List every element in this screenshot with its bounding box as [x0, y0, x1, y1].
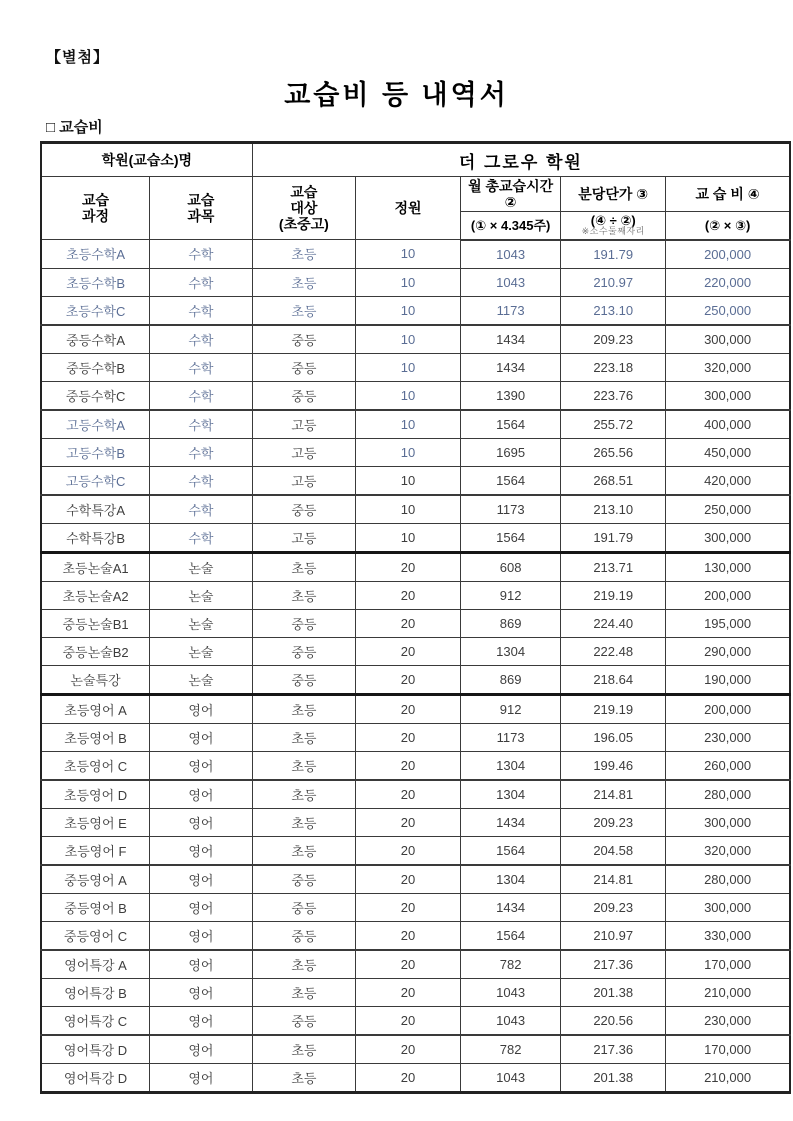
- table-row: [41, 694, 790, 723]
- cell-rate: 223.76: [561, 381, 666, 410]
- cell-capacity: 20: [356, 1006, 461, 1035]
- cell-capacity: 10: [356, 495, 461, 524]
- cell-fee: 250,000: [666, 495, 790, 524]
- cell-subject: 영어: [150, 893, 253, 921]
- cell-course: 초등영어 C: [41, 751, 150, 780]
- cell-subject: 영어: [150, 865, 253, 894]
- cell-target: 중등: [252, 353, 355, 381]
- cell-fee: 450,000: [666, 438, 790, 466]
- cell-capacity: 10: [356, 523, 461, 552]
- table-row: [41, 921, 790, 950]
- cell-course: 영어특강 B: [41, 978, 150, 1006]
- cell-rate: 204.58: [561, 836, 666, 865]
- cell-rate: 214.81: [561, 780, 666, 809]
- cell-subject: 영어: [150, 723, 253, 751]
- cell-hours: 1434: [460, 893, 560, 921]
- cell-target: 중등: [252, 609, 355, 637]
- cell-course: 중등수학B: [41, 353, 150, 381]
- cell-hours: 869: [460, 609, 560, 637]
- cell-capacity: 20: [356, 836, 461, 865]
- cell-course: 논술특강: [41, 665, 150, 694]
- cell-hours: 1434: [460, 325, 560, 354]
- cell-rate: 268.51: [561, 466, 666, 495]
- attachment-label: 【별첨】: [46, 49, 109, 66]
- cell-hours: 1043: [460, 240, 560, 269]
- cell-capacity: 20: [356, 751, 461, 780]
- cell-rate: 219.19: [561, 694, 666, 723]
- col-header-hours-line1: 월 총교습시간: [468, 178, 554, 195]
- cell-hours: 782: [460, 1035, 560, 1064]
- cell-target: 초등: [252, 581, 355, 609]
- table-row: [41, 1006, 790, 1035]
- col-formula-rate: [561, 212, 666, 240]
- col-header-target: [252, 177, 355, 240]
- cell-subject: 수학: [150, 466, 253, 495]
- cell-subject: 논술: [150, 665, 253, 694]
- cell-course: 중등수학A: [41, 325, 150, 354]
- cell-subject: 논술: [150, 552, 253, 581]
- cell-course: 영어특강 D: [41, 1035, 150, 1064]
- cell-capacity: 10: [356, 325, 461, 354]
- cell-subject: 논술: [150, 581, 253, 609]
- cell-rate: 191.79: [561, 240, 666, 269]
- cell-fee: 320,000: [666, 836, 790, 865]
- cell-rate: 223.18: [561, 353, 666, 381]
- cell-rate: 224.40: [561, 609, 666, 637]
- cell-course: 초등영어 A: [41, 694, 150, 723]
- cell-capacity: 20: [356, 950, 461, 979]
- col-header-fee: 교 습 비 ④: [666, 177, 790, 212]
- col-header-hours: [460, 177, 560, 212]
- cell-course: 초등수학C: [41, 296, 150, 325]
- cell-fee: 300,000: [666, 808, 790, 836]
- table-row: [41, 1035, 790, 1064]
- cell-course: 초등논술A2: [41, 581, 150, 609]
- cell-fee: 210,000: [666, 1063, 790, 1092]
- cell-rate: 199.46: [561, 751, 666, 780]
- cell-hours: 1043: [460, 1006, 560, 1035]
- cell-capacity: 20: [356, 780, 461, 809]
- academy-label-cell: 학원(교습소)명: [41, 143, 252, 177]
- table-row: [41, 552, 790, 581]
- col-formula-rate-text: (④ ÷ ②): [590, 212, 636, 228]
- cell-target: 고등: [252, 438, 355, 466]
- cell-target: 중등: [252, 637, 355, 665]
- cell-subject: 논술: [150, 637, 253, 665]
- table-row: [41, 865, 790, 894]
- table-row: [41, 581, 790, 609]
- cell-target: 초등: [252, 836, 355, 865]
- cell-subject: 수학: [150, 495, 253, 524]
- cell-fee: 210,000: [666, 978, 790, 1006]
- cell-subject: 영어: [150, 1035, 253, 1064]
- cell-rate: 217.36: [561, 1035, 666, 1064]
- cell-subject: 논술: [150, 609, 253, 637]
- cell-course: 초등영어 D: [41, 780, 150, 809]
- col-header-hours-line2: ②: [504, 194, 517, 211]
- cell-fee: 300,000: [666, 325, 790, 354]
- table-row: [41, 665, 790, 694]
- cell-subject: 영어: [150, 780, 253, 809]
- cell-hours: 782: [460, 950, 560, 979]
- cell-course: 중등논술B2: [41, 637, 150, 665]
- table-row: [41, 438, 790, 466]
- cell-capacity: 20: [356, 893, 461, 921]
- cell-target: 초등: [252, 268, 355, 296]
- cell-rate: 265.56: [561, 438, 666, 466]
- cell-hours: 1564: [460, 523, 560, 552]
- cell-target: 초등: [252, 950, 355, 979]
- cell-subject: 수학: [150, 325, 253, 354]
- cell-hours: 1043: [460, 978, 560, 1006]
- cell-capacity: 20: [356, 581, 461, 609]
- cell-subject: 영어: [150, 808, 253, 836]
- cell-fee: 420,000: [666, 466, 790, 495]
- cell-target: 중등: [252, 865, 355, 894]
- col-formula-rate-note: ※소수둘째자리: [581, 226, 645, 237]
- table-row: [41, 1063, 790, 1092]
- cell-hours: 1564: [460, 836, 560, 865]
- col-header-target-line2: 대상: [290, 199, 318, 216]
- cell-capacity: 10: [356, 466, 461, 495]
- cell-rate: 210.97: [561, 268, 666, 296]
- col-header-capacity: 정원: [356, 177, 461, 240]
- cell-rate: 220.56: [561, 1006, 666, 1035]
- cell-hours: 1043: [460, 1063, 560, 1092]
- cell-course: 고등수학A: [41, 410, 150, 439]
- cell-rate: 201.38: [561, 1063, 666, 1092]
- cell-capacity: 10: [356, 296, 461, 325]
- cell-target: 초등: [252, 694, 355, 723]
- col-formula-hours: (① × 4.345주): [460, 212, 560, 240]
- cell-hours: 1304: [460, 865, 560, 894]
- cell-fee: 280,000: [666, 780, 790, 809]
- cell-fee: 400,000: [666, 410, 790, 439]
- cell-fee: 190,000: [666, 665, 790, 694]
- cell-rate: 218.64: [561, 665, 666, 694]
- tuition-fee-table: [40, 141, 791, 1094]
- cell-rate: 209.23: [561, 893, 666, 921]
- cell-hours: 1695: [460, 438, 560, 466]
- cell-subject: 영어: [150, 1006, 253, 1035]
- cell-hours: 1434: [460, 353, 560, 381]
- cell-course: 초등영어 B: [41, 723, 150, 751]
- table-row: [41, 381, 790, 410]
- cell-course: 초등영어 E: [41, 808, 150, 836]
- cell-course: 중등영어 C: [41, 921, 150, 950]
- cell-course: 중등영어 A: [41, 865, 150, 894]
- column-header-row: [41, 177, 790, 212]
- cell-hours: 1434: [460, 808, 560, 836]
- cell-rate: 222.48: [561, 637, 666, 665]
- cell-target: 초등: [252, 552, 355, 581]
- cell-subject: 수학: [150, 410, 253, 439]
- table-row: [41, 523, 790, 552]
- cell-subject: 수학: [150, 296, 253, 325]
- table-row: [41, 268, 790, 296]
- cell-target: 초등: [252, 1063, 355, 1092]
- table-row: [41, 780, 790, 809]
- cell-rate: 213.71: [561, 552, 666, 581]
- cell-target: 중등: [252, 921, 355, 950]
- cell-capacity: 20: [356, 1063, 461, 1092]
- cell-fee: 260,000: [666, 751, 790, 780]
- cell-fee: 320,000: [666, 353, 790, 381]
- cell-capacity: 20: [356, 609, 461, 637]
- cell-rate: 201.38: [561, 978, 666, 1006]
- cell-target: 중등: [252, 325, 355, 354]
- cell-target: 중등: [252, 1006, 355, 1035]
- cell-capacity: 20: [356, 921, 461, 950]
- cell-capacity: 10: [356, 438, 461, 466]
- table-row: [41, 466, 790, 495]
- cell-target: 초등: [252, 296, 355, 325]
- cell-subject: 수학: [150, 438, 253, 466]
- cell-target: 중등: [252, 665, 355, 694]
- cell-capacity: 20: [356, 865, 461, 894]
- cell-target: 초등: [252, 751, 355, 780]
- cell-course: 초등영어 F: [41, 836, 150, 865]
- cell-fee: 280,000: [666, 865, 790, 894]
- table-row: [41, 495, 790, 524]
- cell-target: 초등: [252, 240, 355, 269]
- cell-rate: 219.19: [561, 581, 666, 609]
- cell-subject: 수학: [150, 523, 253, 552]
- cell-capacity: 10: [356, 410, 461, 439]
- cell-capacity: 10: [356, 268, 461, 296]
- table-row: [41, 609, 790, 637]
- cell-capacity: 10: [356, 381, 461, 410]
- cell-rate: 209.23: [561, 808, 666, 836]
- cell-fee: 130,000: [666, 552, 790, 581]
- cell-capacity: 10: [356, 353, 461, 381]
- cell-rate: 196.05: [561, 723, 666, 751]
- table-row: [41, 637, 790, 665]
- col-header-course: [41, 177, 150, 240]
- cell-fee: 200,000: [666, 240, 790, 269]
- academy-row: [41, 143, 790, 177]
- cell-fee: 300,000: [666, 381, 790, 410]
- table-row: [41, 353, 790, 381]
- cell-target: 고등: [252, 523, 355, 552]
- cell-subject: 수학: [150, 240, 253, 269]
- cell-subject: 영어: [150, 921, 253, 950]
- cell-hours: 1304: [460, 780, 560, 809]
- cell-fee: 250,000: [666, 296, 790, 325]
- cell-subject: 영어: [150, 836, 253, 865]
- cell-hours: 1173: [460, 296, 560, 325]
- cell-capacity: 20: [356, 978, 461, 1006]
- cell-fee: 290,000: [666, 637, 790, 665]
- table-row: [41, 836, 790, 865]
- table-row: [41, 978, 790, 1006]
- cell-course: 초등논술A1: [41, 552, 150, 581]
- cell-capacity: 20: [356, 1035, 461, 1064]
- col-header-rate: 분당단가 ③: [561, 177, 666, 212]
- cell-fee: 195,000: [666, 609, 790, 637]
- cell-capacity: 20: [356, 723, 461, 751]
- cell-course: 중등수학C: [41, 381, 150, 410]
- fee-table-body: [41, 240, 790, 1093]
- cell-course: 고등수학C: [41, 466, 150, 495]
- cell-target: 초등: [252, 1035, 355, 1064]
- cell-hours: 912: [460, 581, 560, 609]
- cell-hours: 1564: [460, 466, 560, 495]
- cell-hours: 1173: [460, 495, 560, 524]
- cell-rate: 217.36: [561, 950, 666, 979]
- page-title: 교습비 등 내역서: [284, 80, 509, 110]
- cell-subject: 영어: [150, 694, 253, 723]
- cell-fee: 330,000: [666, 921, 790, 950]
- table-row: [41, 296, 790, 325]
- cell-hours: 608: [460, 552, 560, 581]
- cell-fee: 200,000: [666, 581, 790, 609]
- cell-subject: 영어: [150, 1063, 253, 1092]
- cell-capacity: 20: [356, 694, 461, 723]
- cell-course: 영어특강 C: [41, 1006, 150, 1035]
- col-header-course-line2: 과정: [82, 208, 110, 224]
- cell-hours: 1390: [460, 381, 560, 410]
- cell-fee: 230,000: [666, 723, 790, 751]
- cell-target: 중등: [252, 381, 355, 410]
- cell-rate: 209.23: [561, 325, 666, 354]
- cell-subject: 수학: [150, 353, 253, 381]
- col-header-target-line1: 교습: [290, 183, 318, 200]
- cell-fee: 220,000: [666, 268, 790, 296]
- cell-course: 중등영어 B: [41, 893, 150, 921]
- cell-rate: 191.79: [561, 523, 666, 552]
- cell-hours: 869: [460, 665, 560, 694]
- cell-rate: 213.10: [561, 495, 666, 524]
- cell-capacity: 10: [356, 240, 461, 269]
- cell-course: 초등수학A: [41, 240, 150, 269]
- cell-course: 수학특강A: [41, 495, 150, 524]
- cell-fee: 200,000: [666, 694, 790, 723]
- cell-subject: 영어: [150, 950, 253, 979]
- section-label: □ 교습비: [46, 119, 103, 136]
- cell-target: 초등: [252, 780, 355, 809]
- cell-rate: 214.81: [561, 865, 666, 894]
- cell-capacity: 20: [356, 552, 461, 581]
- cell-subject: 수학: [150, 268, 253, 296]
- col-header-course-line1: 교습: [82, 191, 110, 208]
- col-header-subject: [150, 177, 253, 240]
- cell-course: 초등수학B: [41, 268, 150, 296]
- cell-subject: 영어: [150, 751, 253, 780]
- cell-fee: 170,000: [666, 950, 790, 979]
- cell-rate: 210.97: [561, 921, 666, 950]
- cell-hours: 1173: [460, 723, 560, 751]
- cell-target: 초등: [252, 723, 355, 751]
- cell-target: 초등: [252, 978, 355, 1006]
- cell-course: 영어특강 A: [41, 950, 150, 979]
- cell-target: 중등: [252, 495, 355, 524]
- cell-hours: 1564: [460, 921, 560, 950]
- cell-rate: 255.72: [561, 410, 666, 439]
- cell-target: 중등: [252, 893, 355, 921]
- col-header-subject-line1: 교습: [187, 191, 215, 208]
- cell-hours: 912: [460, 694, 560, 723]
- cell-target: 고등: [252, 410, 355, 439]
- cell-course: 고등수학B: [41, 438, 150, 466]
- cell-hours: 1304: [460, 637, 560, 665]
- cell-course: 수학특강B: [41, 523, 150, 552]
- cell-subject: 영어: [150, 978, 253, 1006]
- cell-fee: 300,000: [666, 893, 790, 921]
- col-header-subject-line2: 과목: [187, 208, 215, 224]
- cell-fee: 300,000: [666, 523, 790, 552]
- table-row: [41, 410, 790, 439]
- cell-target: 고등: [252, 466, 355, 495]
- cell-hours: 1043: [460, 268, 560, 296]
- cell-hours: 1564: [460, 410, 560, 439]
- cell-capacity: 20: [356, 637, 461, 665]
- cell-capacity: 20: [356, 665, 461, 694]
- academy-name-cell: 더 그로우 학원: [252, 143, 790, 177]
- cell-subject: 수학: [150, 381, 253, 410]
- cell-fee: 230,000: [666, 1006, 790, 1035]
- cell-target: 초등: [252, 808, 355, 836]
- table-row: [41, 240, 790, 269]
- table-row: [41, 950, 790, 979]
- cell-capacity: 20: [356, 808, 461, 836]
- cell-course: 중등논술B1: [41, 609, 150, 637]
- cell-rate: 213.10: [561, 296, 666, 325]
- table-row: [41, 893, 790, 921]
- cell-course: 영어특강 D: [41, 1063, 150, 1092]
- table-row: [41, 751, 790, 780]
- col-formula-fee: (② × ③): [666, 212, 790, 240]
- table-row: [41, 325, 790, 354]
- cell-fee: 170,000: [666, 1035, 790, 1064]
- table-row: [41, 723, 790, 751]
- col-header-target-line3: (초중고): [278, 216, 329, 233]
- cell-hours: 1304: [460, 751, 560, 780]
- table-row: [41, 808, 790, 836]
